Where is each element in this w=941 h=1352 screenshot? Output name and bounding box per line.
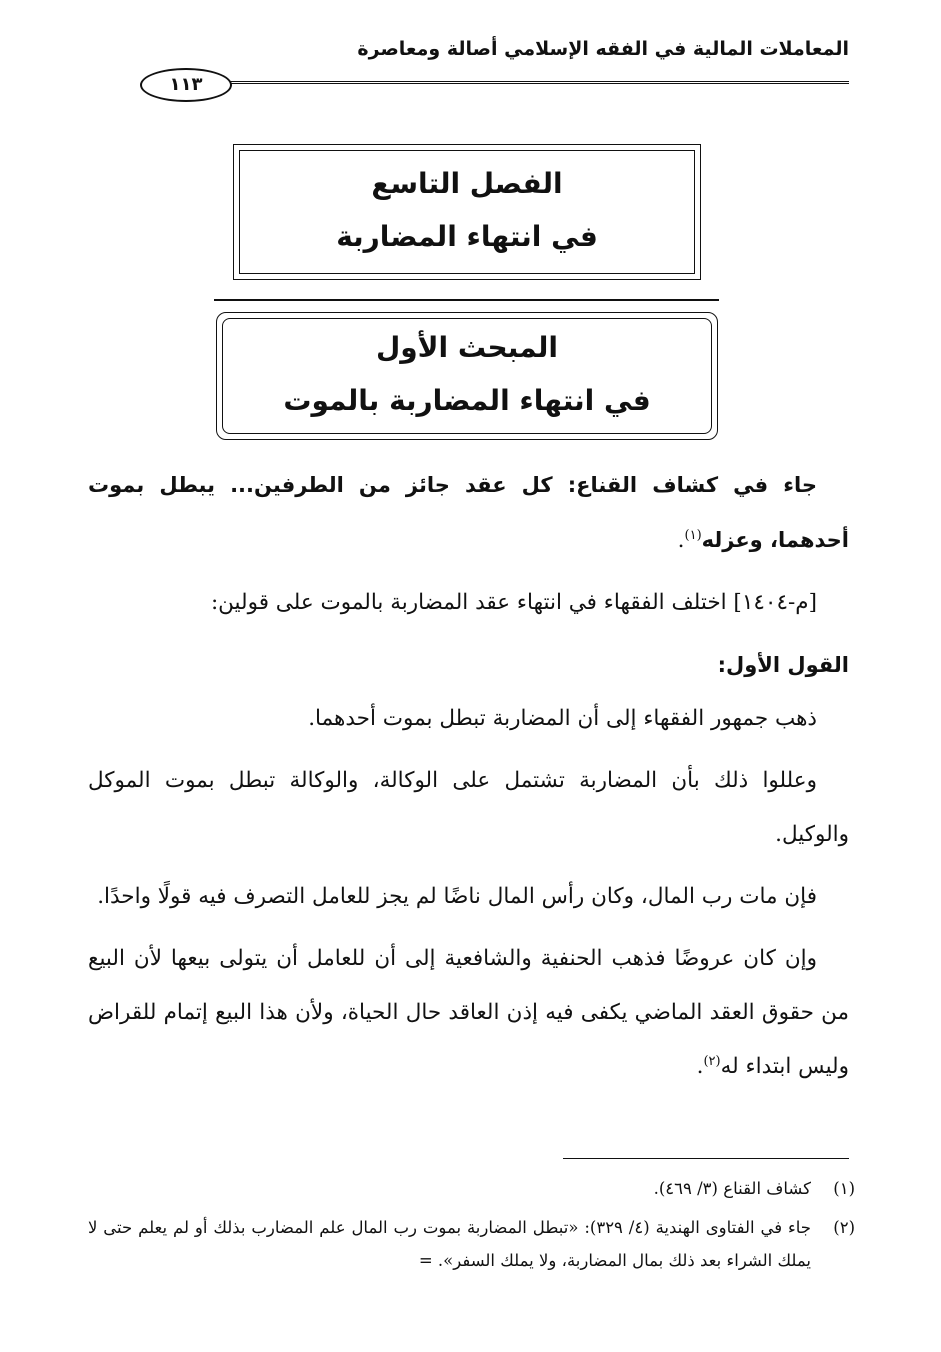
footnote-2 — [88, 1211, 855, 1277]
paragraph-1 — [88, 458, 849, 568]
paragraph-1-text: جاء في كشاف القناع: كل عقد جائز من الطرفين... يبطل بموت أحدهما، وعزله — [88, 473, 849, 552]
paragraph-1-end: . — [677, 528, 685, 553]
footnote-ref-1[interactable]: (١) — [684, 527, 702, 543]
paragraph-3: ذهب جمهور الفقهاء إلى أن المضاربة تبطل بموت أحدهما. — [308, 706, 817, 731]
footnote-1-text: كشاف القناع (٣/ ٤٦٩). — [653, 1179, 811, 1198]
section-title-frame — [216, 312, 718, 440]
section-divider-rule — [214, 299, 719, 301]
chapter-title: الفصل التاسع — [371, 167, 563, 200]
footnotes — [88, 1172, 855, 1283]
footnote-separator — [563, 1158, 849, 1159]
footnote-2-number: (٢) — [833, 1218, 855, 1237]
footnote-1 — [88, 1172, 855, 1205]
footnote-2-text: جاء في الفتاوى الهندية (٤/ ٣٢٩): «تبطل المضاربة بموت رب المال علم المضارب بذلك أو لم يعلم حتى لا يملك الشراء بعد ذلك بمال المضاربة، ولا يملك السفر». = — [88, 1218, 811, 1270]
footnote-1-number: (١) — [833, 1179, 855, 1198]
body-text — [88, 458, 849, 1102]
chapter-title-inner — [239, 150, 695, 274]
chapter-subtitle: في انتهاء المضاربة — [336, 220, 598, 253]
paragraph-5: فإن مات رب المال، وكان رأس المال ناضًا لم يجز للعامل التصرف فيه قولًا واحدًا. — [97, 884, 817, 909]
footnote-ref-2[interactable]: (٢) — [703, 1053, 721, 1069]
paragraph-2: [م-١٤٠٤] اختلف الفقهاء في انتهاء عقد المضاربة بالموت على قولين: — [210, 590, 817, 615]
section-title-inner — [222, 318, 712, 434]
first-opinion-heading: القول الأول: — [717, 653, 849, 677]
running-title: المعاملات المالية في الفقه الإسلامي أصالة ومعاصرة — [357, 38, 849, 60]
chapter-title-frame — [233, 144, 701, 280]
paragraph-4: وعللوا ذلك بأن المضاربة تشتمل على الوكالة، والوكالة تبطل بموت الموكل والوكيل. — [88, 768, 849, 847]
paragraph-6-text: وإن كان عروضًا فذهب الحنفية والشافعية إلى أن للعامل أن يتولى بيعها لأن البيع من حقوق العقد الماضي يكفى فيه إذن العاقد حال الحياة، ولأن هذا البيع إتمام للقراض وليس ابتداء له — [88, 946, 849, 1079]
page-number: ١١٣ — [140, 68, 232, 102]
section-title: المبحث الأول — [375, 331, 559, 364]
paragraph-6-end: . — [696, 1054, 704, 1079]
section-subtitle: في انتهاء المضاربة بالموت — [283, 384, 651, 417]
paragraph-6 — [88, 932, 849, 1094]
header-rule — [148, 81, 849, 84]
